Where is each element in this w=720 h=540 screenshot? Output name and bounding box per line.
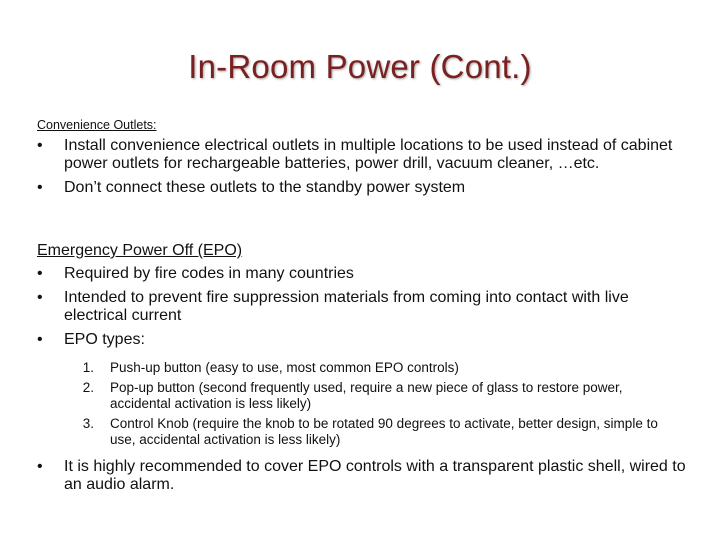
numbered-item (64, 416, 664, 448)
bullet-text: It is highly recommended to cover EPO controls with a transparent plastic shell, wired to an audio alarm. (64, 458, 686, 493)
recommendation-bullet-list (37, 458, 687, 500)
item-text: Push-up button (easy to use, most common EPO controls) (110, 360, 459, 375)
bullet-item (37, 137, 687, 173)
bullet-text: Don’t connect these outlets to the standby power system (64, 179, 466, 196)
bullet-icon: • (37, 458, 43, 475)
bullet-icon: • (37, 331, 43, 348)
numbered-item (64, 380, 664, 412)
bullet-item (37, 331, 687, 349)
convenience-bullet-list (37, 137, 687, 203)
epo-bullet-list (37, 265, 687, 355)
item-number: 3. (82, 416, 94, 431)
bullet-text: Intended to prevent fire suppression materials from coming into contact with live electrical current (64, 289, 629, 324)
item-text: Pop-up button (second frequently used, require a new piece of glass to restore power, accidental activation is less likely) (110, 380, 623, 411)
epo-heading: Emergency Power Off (EPO) (37, 242, 243, 259)
bullet-icon: • (37, 137, 43, 154)
bullet-text: Required by fire codes in many countries (64, 265, 354, 282)
bullet-item (37, 458, 687, 494)
convenience-outlets-heading: Convenience Outlets: (37, 118, 157, 132)
slide-title: In-Room Power (Cont.) (188, 48, 532, 85)
bullet-item (37, 179, 687, 197)
numbered-item (64, 360, 664, 376)
item-text: Control Knob (require the knob to be rotated 90 degrees to activate, better design, simple to use, accidental activation is less likely) (110, 416, 658, 447)
bullet-icon: • (37, 179, 43, 196)
bullet-icon: • (37, 265, 43, 282)
bullet-text: Install convenience electrical outlets in multiple locations to be used instead of cabinet power outlets for rechargeable batteries, power drill, vacuum cleaner, …etc. (64, 137, 673, 172)
item-number: 1. (82, 360, 94, 375)
bullet-item (37, 289, 687, 325)
item-number: 2. (82, 380, 94, 395)
bullet-icon: • (37, 289, 43, 306)
epo-types-list (64, 360, 664, 452)
bullet-item (37, 265, 687, 283)
bullet-text: EPO types: (64, 331, 145, 348)
